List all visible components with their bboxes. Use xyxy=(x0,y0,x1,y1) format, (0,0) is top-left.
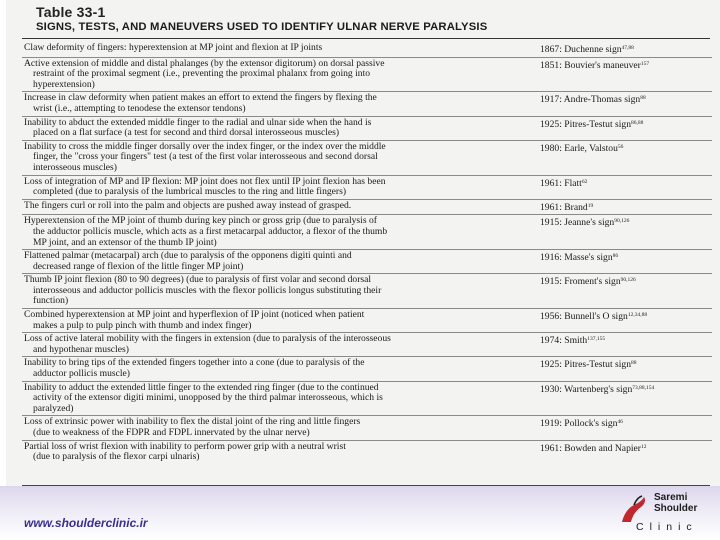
test-description xyxy=(22,118,532,139)
sign-eponym xyxy=(540,275,712,288)
test-description xyxy=(22,201,532,212)
description-line: the adductor pollicis muscle, which acts as a first metacarpal adductor, a flexor of the thumb xyxy=(33,225,388,237)
description-line: activity of the extensor digiti minimi, unopposed by the third palmar interosseous, which is xyxy=(33,392,383,404)
sign-name: 1974: Smith xyxy=(540,335,588,347)
sign-name: 1961: Flatt xyxy=(540,177,582,189)
reference-superscript: 12,34,88 xyxy=(627,312,648,319)
sign-eponym xyxy=(540,93,712,106)
reference-superscript: 12 xyxy=(640,443,647,450)
reference-superscript: 47,88 xyxy=(621,45,634,51)
description-line: Loss of integration of MP and IP flexion: MP joint does not flex until IP joint flexion has been xyxy=(24,175,386,187)
description-line: MP joint, and an extensor of the thumb IP joint) xyxy=(33,236,217,248)
description-line: Thumb IP joint flexion (80 to 90 degrees) (due to paralysis of first volar and second dorsal xyxy=(24,274,372,286)
sign-eponym xyxy=(540,43,712,56)
description-line: Inability to cross the middle finger dorsally over the index finger, or the index over the middle xyxy=(24,140,386,152)
reference-superscript: 86,88 xyxy=(631,119,644,126)
description-line: Inability to bring tips of the extended fingers together into a cone (due to paralysis of the xyxy=(24,357,365,369)
reference-superscript: 88 xyxy=(631,360,637,367)
sign-eponym xyxy=(540,142,712,155)
description-line: and hypothenar muscles) xyxy=(33,343,129,355)
description-line: Partial loss of wrist flexion with inability to perform power grip with a neutral wrist xyxy=(24,440,346,452)
description-line: Flattened palmar (metacarpal) arch (due to paralysis of the opponens digiti quinti and xyxy=(24,250,352,262)
table-row xyxy=(22,416,712,440)
description-line: wrist (i.e., attempting to tenodese the extensor tendons) xyxy=(33,102,246,114)
test-description xyxy=(22,383,532,415)
test-description xyxy=(22,334,532,355)
description-line: makes a pulp to pulp pinch with thumb and index finger) xyxy=(33,319,252,331)
table-row xyxy=(22,333,712,357)
description-line: Inability to abduct the extended middle finger to the radial and ulnar side when the hand is xyxy=(24,116,372,128)
sign-name: 1919: Pollock's sign xyxy=(540,418,618,430)
description-line: paralyzed) xyxy=(33,402,74,414)
arm-silhouette-icon xyxy=(618,494,650,524)
description-line: decreased range of flexion of the little finger MP joint) xyxy=(33,260,244,272)
description-line: (due to weakness of the FDPR and FDPL innervated by the ulnar nerve) xyxy=(33,427,310,438)
description-line: Hyperextension of the MP joint of thumb during key pinch or gross grip (due to paralysis of xyxy=(24,215,377,227)
sign-eponym xyxy=(540,417,712,430)
sign-eponym xyxy=(540,310,712,323)
test-description xyxy=(22,275,532,307)
table-row xyxy=(22,58,712,93)
description-line: Combined hyperextension at MP joint and hyperflexion of IP joint (noticed when patient xyxy=(24,309,365,321)
sign-name: 1956: Bunnell's O sign xyxy=(540,311,628,323)
sign-eponym xyxy=(540,216,712,229)
sign-name: 1851: Bouvier's maneuver xyxy=(540,59,641,71)
sign-eponym xyxy=(540,383,712,396)
table-row xyxy=(22,382,712,417)
logo-text-saremi: Saremi xyxy=(654,492,688,503)
table-row xyxy=(22,92,712,116)
test-description xyxy=(22,59,532,91)
footer-band xyxy=(0,486,720,540)
description-line: The fingers curl or roll into the palm and objects are pushed away instead of grasped. xyxy=(24,199,352,211)
test-description xyxy=(22,310,532,331)
sign-name: 1917: Andre-Thomas sign xyxy=(540,94,641,106)
table-row xyxy=(22,117,712,141)
reference-superscript: 90,126 xyxy=(614,218,630,225)
description-line: Active extension of middle and distal phalanges (by the extensor digitorum) on dorsal passive xyxy=(24,57,385,69)
sign-name: 1930: Wartenberg's sign xyxy=(540,383,633,395)
description-line: function) xyxy=(33,295,69,307)
sign-eponym xyxy=(540,358,712,371)
table-top-rule xyxy=(22,38,710,39)
description-line: Claw deformity of fingers: hyperextension at MP joint and flexion at IP joints xyxy=(24,42,323,53)
description-line: Inability to adduct the extended little finger to the extended ring finger (due to the continued xyxy=(24,381,379,393)
sign-name: 1961: Bowden and Napier xyxy=(540,442,641,454)
sign-name: 1915: Jeanne's sign xyxy=(540,217,615,229)
clinic-logo xyxy=(618,492,714,538)
test-description xyxy=(22,216,532,248)
reference-superscript: 46 xyxy=(617,419,623,426)
table-row xyxy=(22,200,712,216)
website-link[interactable]: www.shoulderclinic.ir xyxy=(24,516,148,530)
sign-eponym xyxy=(540,251,712,264)
sign-eponym xyxy=(540,201,712,214)
sign-eponym xyxy=(540,59,712,72)
sign-name: 1980: Earle, Valstou xyxy=(540,142,618,154)
reference-superscript: 90,126 xyxy=(620,277,636,284)
table-row xyxy=(22,309,712,333)
table-label: Table 33-1 xyxy=(36,4,106,20)
sign-name: 1925: Pitres-Testut sign xyxy=(540,359,631,371)
description-line: hyperextension) xyxy=(33,78,95,90)
description-line: Loss of active lateral mobility with the fingers in extension (due to paralysis of the interosseous xyxy=(24,333,391,345)
sign-name: 1915: Froment's sign xyxy=(540,276,621,288)
table-row xyxy=(22,215,712,250)
description-line: adductor pollicis muscle) xyxy=(33,368,130,380)
table-row xyxy=(22,42,712,58)
sign-name: 1867: Duchenne sign xyxy=(540,44,622,55)
table-row xyxy=(22,274,712,309)
description-line: Loss of extrinsic power with inability to flex the distal joint of the ring and little fingers xyxy=(24,416,361,428)
logo-text-clinic: Clinic xyxy=(636,521,698,533)
logo-text-shoulder: Shoulder xyxy=(654,503,698,514)
description-line: interosseous and adductor pollicis muscles with the flexor pollicis longus substituting their xyxy=(33,284,382,296)
test-description xyxy=(22,142,532,174)
test-description xyxy=(22,177,532,198)
sign-name: 1961: Brand xyxy=(540,201,588,213)
reference-superscript: 62 xyxy=(581,178,588,185)
description-line: Increase in claw deformity when patient makes an effort to extend the fingers by flexing the xyxy=(24,92,377,104)
description-line: restraint of the proximal segment (i.e., preventing the proximal phalanx from going into xyxy=(33,68,371,80)
description-line: placed on a flat surface (a test for second and third dorsal interosseous muscles) xyxy=(33,127,340,139)
table-row xyxy=(22,357,712,381)
sign-eponym xyxy=(540,442,712,455)
description-line: completed (due to paralysis of the lumbrical muscles to the ring and little fingers) xyxy=(33,186,347,198)
reference-superscript: 73,88,154 xyxy=(632,384,655,391)
test-description xyxy=(22,93,532,114)
description-line: (due to paralysis of the flexor carpi ulnaris) xyxy=(33,451,200,463)
reference-superscript: 19 xyxy=(587,202,594,209)
table-row xyxy=(22,141,712,176)
reference-superscript: 86 xyxy=(612,253,619,260)
description-line: interosseous muscles) xyxy=(33,161,117,173)
sign-name: 1916: Masse's sign xyxy=(540,252,613,264)
table-row xyxy=(22,441,712,464)
table-row xyxy=(22,250,712,274)
reference-superscript: 157 xyxy=(640,60,650,67)
reference-superscript: 137,155 xyxy=(587,336,606,343)
sign-eponym xyxy=(540,177,712,190)
table-body xyxy=(22,42,712,464)
table-row xyxy=(22,176,712,200)
sign-eponym xyxy=(540,118,712,131)
reference-superscript: 56 xyxy=(617,143,624,150)
test-description xyxy=(22,251,532,272)
test-description xyxy=(22,442,532,463)
test-description xyxy=(22,417,532,438)
sign-eponym xyxy=(540,334,712,347)
description-line: finger, the "cross your fingers" test (a test of the first volar interosseous and second dorsal xyxy=(33,151,378,163)
sign-name: 1925: Pitres-Testut sign xyxy=(540,118,631,130)
test-description xyxy=(22,43,532,54)
table-caption: SIGNS, TESTS, AND MANEUVERS USED TO IDENTIFY ULNAR NERVE PARALYSIS xyxy=(36,21,488,33)
test-description xyxy=(22,358,532,379)
reference-superscript: 88 xyxy=(640,95,646,102)
